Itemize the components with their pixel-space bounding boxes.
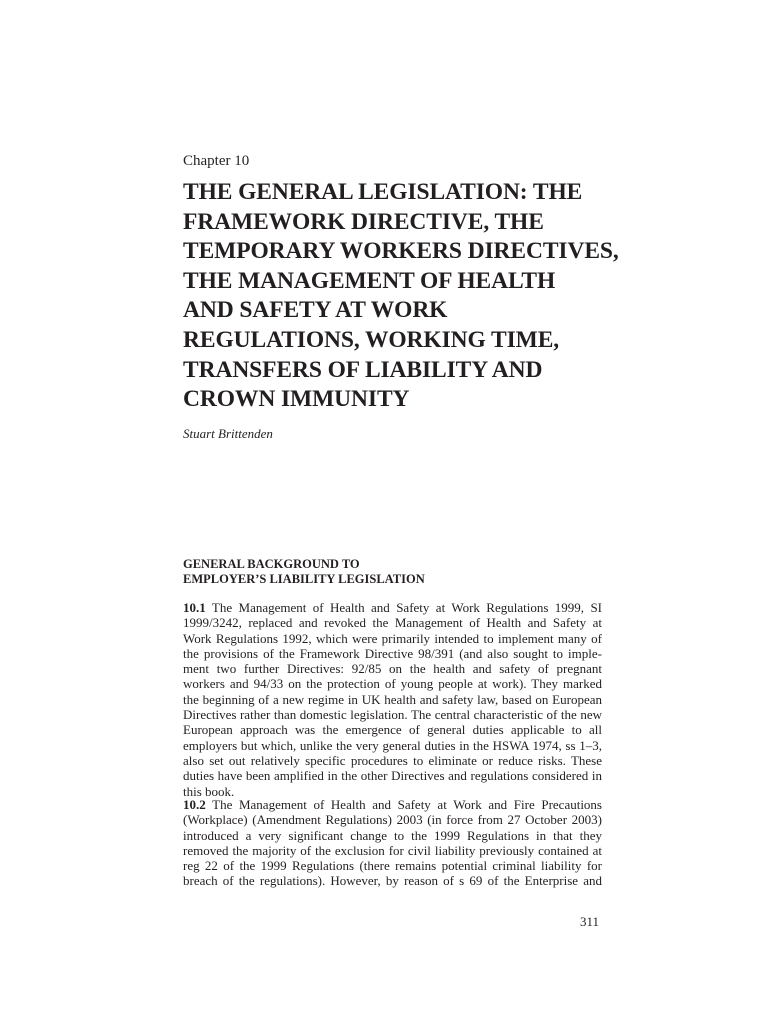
chapter-label: Chapter 10	[183, 153, 250, 169]
paragraph-line: also set out relatively specific procedures to eliminate or reduce risks. These	[183, 752, 602, 768]
paragraph-number: 10.1	[183, 600, 206, 615]
author-name: Stuart Brittenden	[183, 426, 273, 441]
paragraph-line: this book.	[183, 783, 235, 799]
paragraph-line: ment two further Directives: 92/85 on the health and safety of pregnant	[183, 661, 602, 677]
paragraph-line: removed the majority of the exclusion for civil liability previously contained at	[183, 842, 602, 858]
title-line: CROWN IMMUNITY	[183, 386, 410, 413]
paragraph-line	[183, 797, 602, 812]
page-number: 311	[580, 914, 600, 929]
paragraph-line: introduced a very significant change to the 1999 Regulations in that they	[183, 827, 602, 843]
chapter-title	[183, 178, 623, 415]
title-line: TRANSFERS OF LIABILITY AND	[183, 356, 543, 383]
paragraph-line: 1999/3242, replaced and revoked the Management of Health and Safety at	[183, 615, 602, 631]
paragraph-text: The Management of Health and Safety at Work Regulations 1999, SI	[205, 600, 602, 615]
paragraph-10-2	[183, 797, 602, 889]
title-line: TEMPORARY WORKERS DIRECTIVES,	[183, 238, 619, 265]
paragraph-line: the beginning of a new regime in UK health and safety law, based on European	[183, 691, 602, 707]
title-line: THE GENERAL LEGISLATION: THE	[183, 179, 583, 205]
paragraph-line	[183, 600, 602, 615]
paragraph-text: The Management of Health and Safety at Work and Fire Precautions	[205, 797, 602, 812]
paragraph-line: Work Regulations 1992, which were primarily intended to implement many of	[183, 630, 602, 646]
paragraph-line: reg 22 of the 1999 Regulations (there remains potential criminal liability for	[183, 858, 602, 874]
title-line: THE MANAGEMENT OF HEALTH	[183, 267, 556, 294]
title-line: AND SAFETY AT WORK	[183, 297, 448, 324]
title-line: FRAMEWORK DIRECTIVE, THE	[183, 208, 544, 235]
paragraph-line: the provisions of the Framework Directive 98/391 (and also sought to imple-	[183, 645, 602, 661]
section-heading	[183, 557, 425, 587]
section-heading-line: GENERAL BACKGROUND TO	[183, 557, 360, 571]
paragraph-line: Directives rather than domestic legislation. The central characteristic of the new	[183, 707, 602, 723]
paragraph-line: employers but which, unlike the very general duties in the HSWA 1974, ss 1–3,	[183, 737, 602, 753]
paragraph-line: workers and 94/33 on the protection of young people at work). They marked	[183, 676, 602, 692]
paragraph-line: (Workplace) (Amendment Regulations) 2003 (in force from 27 October 2003)	[183, 812, 602, 828]
paragraph-line: breach of the regulations). However, by reason of s 69 of the Enterprise and	[183, 873, 602, 889]
paragraph-line: European approach was the emergence of general duties applicable to all	[183, 722, 602, 738]
paragraph-line: duties have been amplified in the other Directives and regulations considered in	[183, 768, 602, 784]
paragraph-10-1	[183, 600, 602, 799]
title-line: REGULATIONS, WORKING TIME,	[183, 326, 560, 353]
paragraph-number: 10.2	[183, 797, 206, 812]
section-heading-line: EMPLOYER’S LIABILITY LEGISLATION	[183, 572, 425, 586]
